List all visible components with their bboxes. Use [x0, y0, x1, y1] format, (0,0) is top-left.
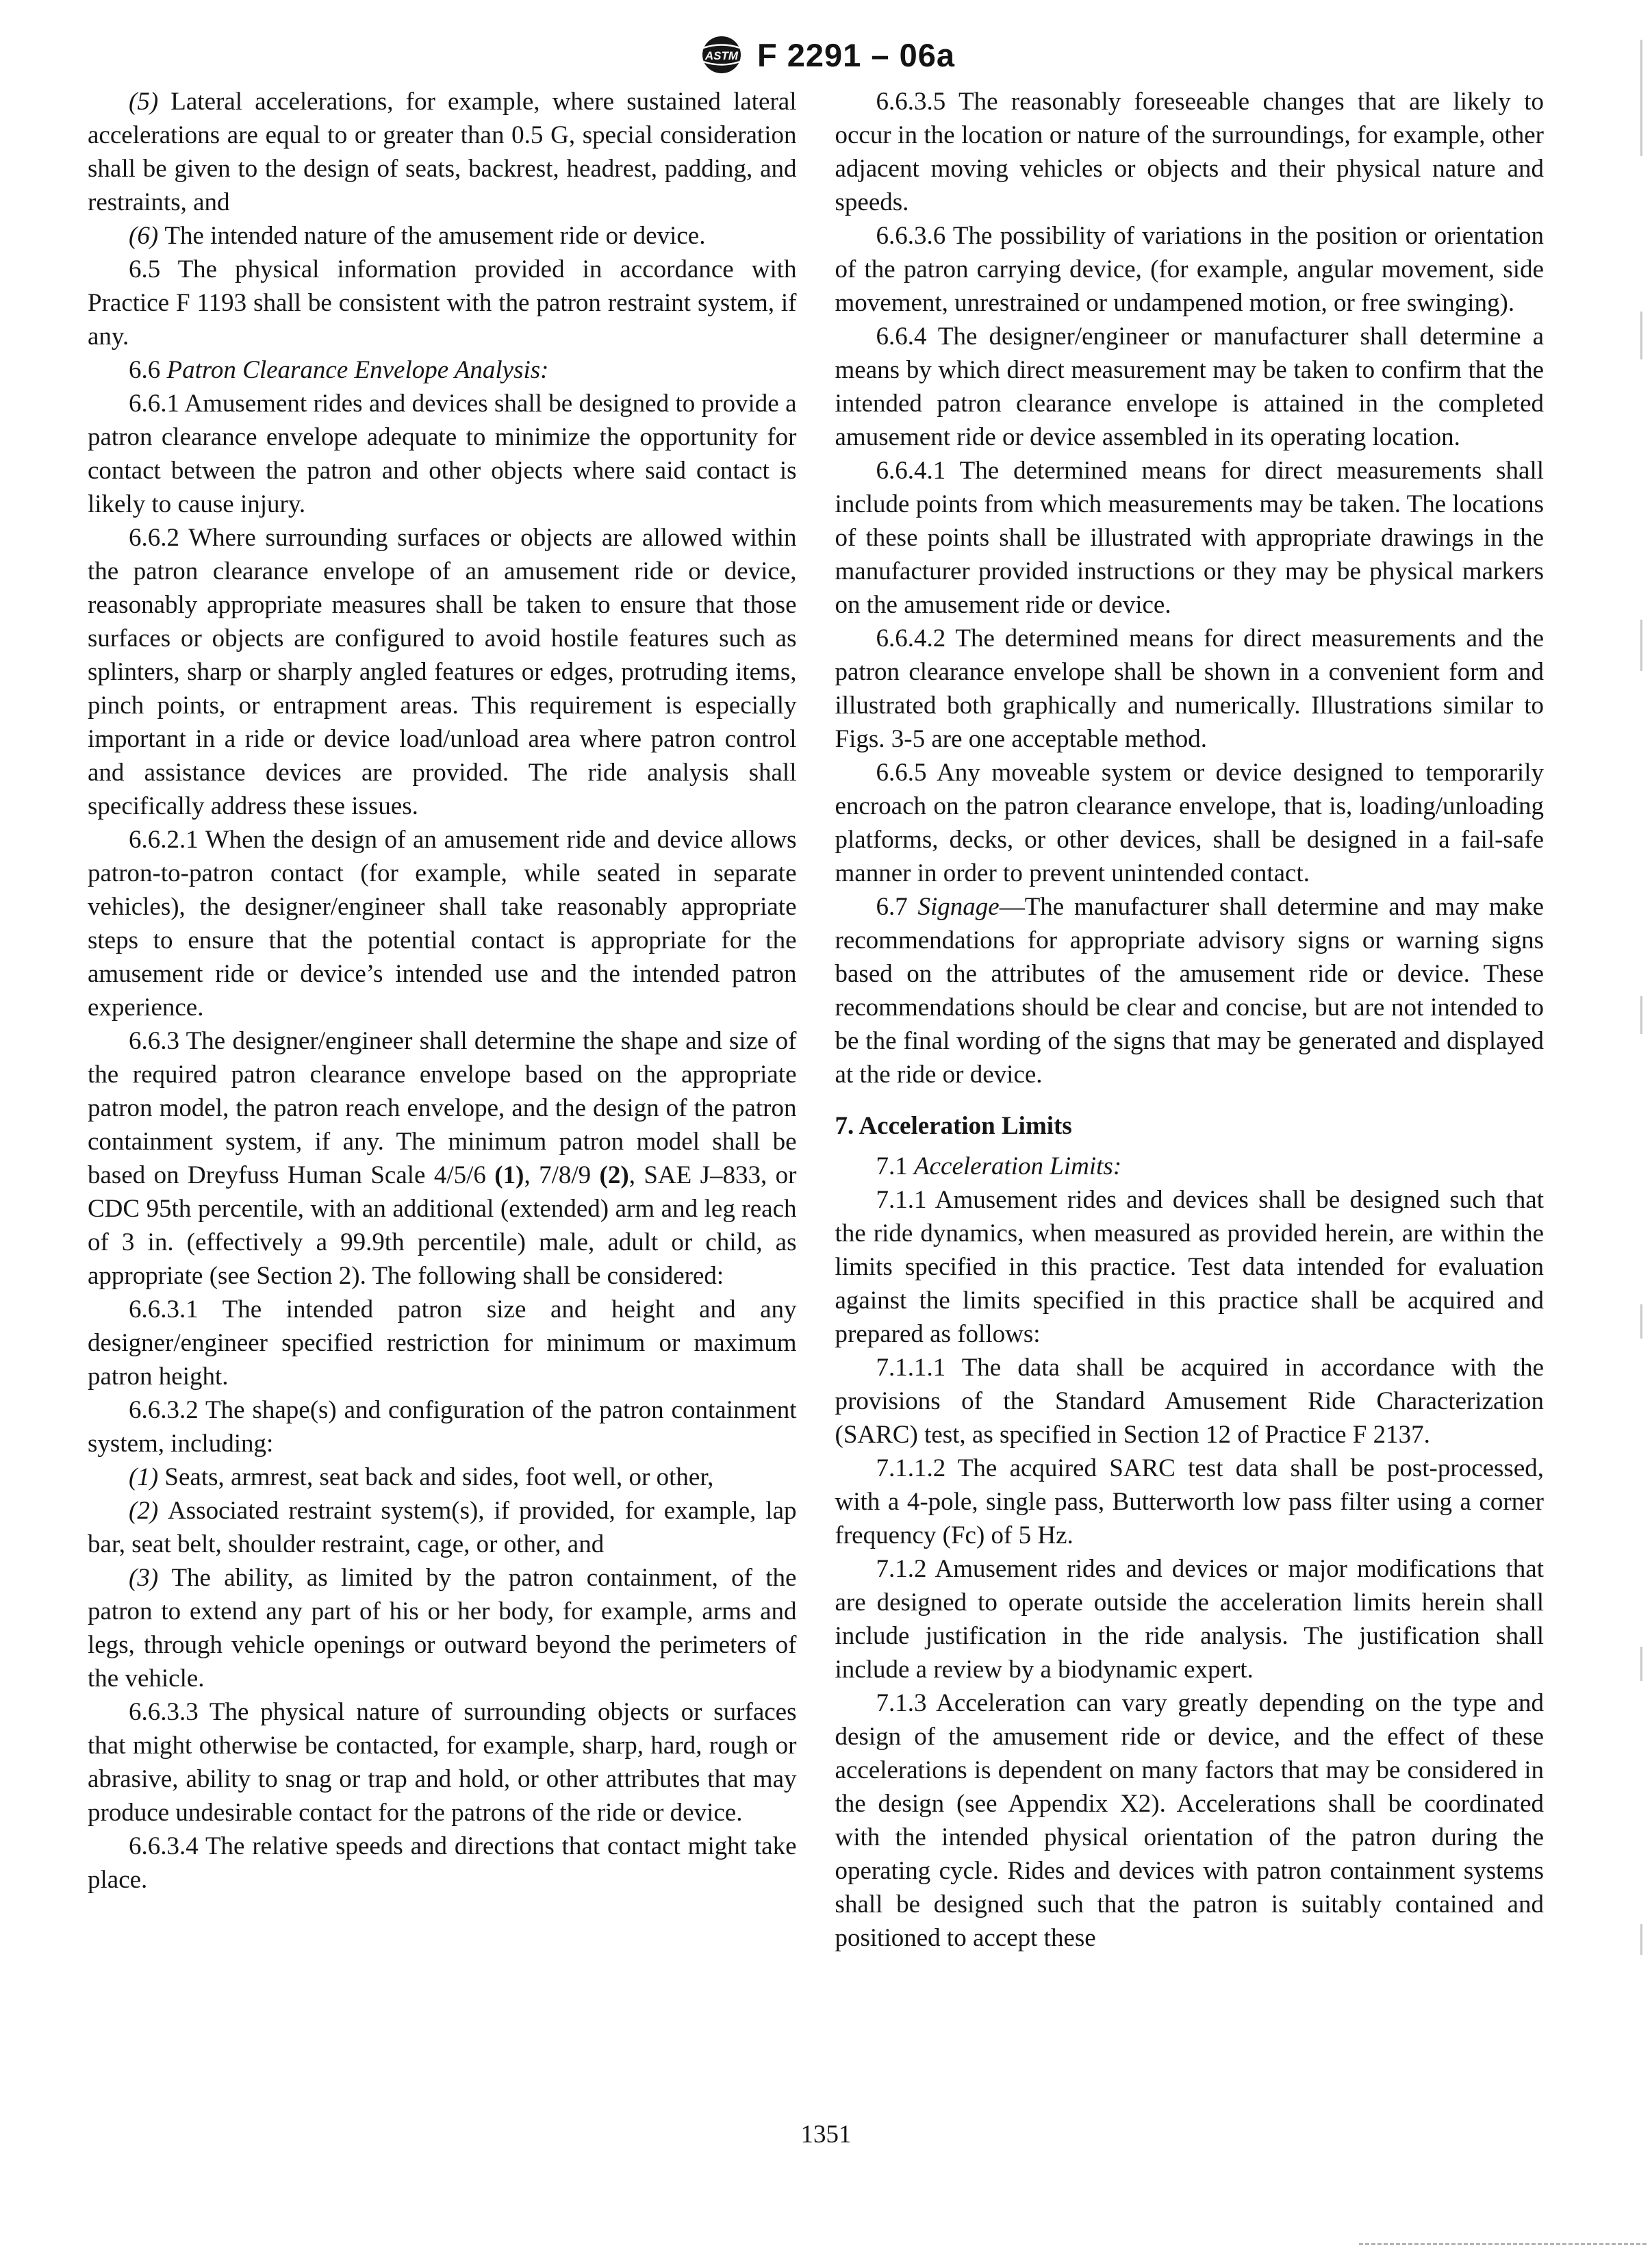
scan-artifact: [1359, 2243, 1647, 2245]
text-run: Patron Clearance Envelope Analysis:: [166, 356, 549, 384]
paragraph: [835, 85, 1545, 219]
paragraph: [88, 1494, 797, 1561]
text-run: 7.1.1 Amusement rides and devices shall be designed such that the ride dynamics, when measured as provided herein, are within the limits specified in this practice. Test data intended for evaluation against the limits specified in this practice shall be acquired and prepared as follows:: [835, 1186, 1544, 1348]
paragraph: [835, 622, 1545, 756]
scan-artifact: [1640, 1647, 1642, 1681]
text-run: (2): [129, 1497, 168, 1525]
text-run: Associated restraint system(s), if provided, for example, lap bar, seat belt, shoulder restraint, cage, or other, and: [88, 1497, 797, 1558]
text-run: 6.6: [129, 356, 167, 384]
text-run: (2): [599, 1161, 629, 1189]
text-run: 6.6.2.1 When the design of an amusement ride and device allows patron-to-patron contact (for example, while seated in separate vehicles), the designer/engineer shall take reasonably appropriate steps to ensure that the potential contact is appropriate for the amusement ride or device’s intended use and the intended patron experience.: [88, 826, 797, 1022]
text-run: 6.5 The physical information provided in accordance with Practice F 1193 shall be consistent with the patron restraint system, if any.: [88, 255, 797, 351]
text-run: 6.6.3.3 The physical nature of surrounding objects or surfaces that might otherwise be contacted, for example, sharp, hard, rough or abrasive, ability to snag or trap and hold, or other attributes that may produce undesirable contact for the patrons of the ride or device.: [88, 1698, 797, 1827]
text-run: 7.1.3 Acceleration can vary greatly depending on the type and design of the amusement ride or device, and the effect of these accelerations is dependent on many factors that may be considered in the design (see Appendix X2). Accelerations shall be coordinated with the intended physical orientation of the patron during the operating cycle. Rides and devices with patron containment systems shall be designed such that the patron is suitably contained and positioned to accept these: [835, 1689, 1544, 1952]
text-run: The ability, as limited by the patron containment, of the patron to extend any part of his or her body, for example, arms and legs, through vehicle openings or outward beyond the perimeters of the vehicle.: [88, 1564, 797, 1693]
paragraph: [88, 85, 797, 219]
text-run: 6.6.5 Any moveable system or device designed to temporarily encroach on the patron clearance envelope, that is, loading/unloading platforms, decks, or other devices, shall be designed in a fail-safe manner in order to prevent unintended contact.: [835, 759, 1544, 887]
paragraph: [835, 1150, 1545, 1183]
text-run: (1): [129, 1463, 165, 1491]
paragraph: [835, 1552, 1545, 1686]
scan-artifact: [1640, 620, 1642, 671]
scan-artifact: [1640, 40, 1642, 156]
text-run: (1): [494, 1161, 524, 1189]
page-number: 1351: [800, 2120, 852, 2149]
text-run: , 7/8/9: [524, 1161, 600, 1189]
right-column: [835, 85, 1545, 1955]
page-footer: [0, 2120, 1652, 2149]
text-run: Seats, armrest, seat back and sides, foot well, or other,: [164, 1463, 714, 1491]
text-run: 6.6.1 Amusement rides and devices shall be designed to provide a patron clearance envelope adequate to minimize the opportunity for contact between the patron and other objects where said contact is likely to cause injury.: [88, 390, 797, 518]
paragraph: [88, 1460, 797, 1494]
section-heading: [835, 1109, 1545, 1143]
paragraph: [88, 387, 797, 521]
text-run: The intended nature of the amusement ride or device.: [164, 222, 706, 250]
document-code: F 2291 – 06a: [757, 36, 955, 73]
scan-artifact: [1640, 1924, 1642, 1955]
text-run: Acceleration Limits:: [914, 1152, 1122, 1180]
paragraph: [835, 454, 1545, 622]
text-run: 6.6.3.6 The possibility of variations in the position or orientation of the patron carrying device, (for example, angular movement, side movement, unrestrained or undampened motion, or free swinging).: [835, 222, 1544, 317]
text-run: (5): [129, 88, 171, 116]
text-run: Signage: [917, 893, 1000, 921]
astm-logo-text: ASTM: [704, 49, 739, 62]
paragraph: [835, 890, 1545, 1091]
paragraph: [835, 1351, 1545, 1452]
paragraph: [835, 1452, 1545, 1552]
text-run: 6.6.4 The designer/engineer or manufacturer shall determine a means by which direct measurement may be taken to confirm that the intended patron clearance envelope is attained in the completed amusement ride or device assembled in its operating location.: [835, 322, 1544, 451]
text-run: 6.6.3.2 The shape(s) and configuration of the patron containment system, including:: [88, 1396, 797, 1458]
text-run: 7.1.1.2 The acquired SARC test data shall be post-processed, with a 4-pole, single pass, Butterworth low pass filter using a corner frequency (Fc) of 5 Hz.: [835, 1454, 1544, 1549]
page-header: [0, 34, 1652, 75]
text-run: 6.7: [876, 893, 918, 921]
paragraph: [88, 1393, 797, 1460]
text-run: 6.6.4.2 The determined means for direct measurements and the patron clearance envelope shall be shown in a convenient form and illustrated both graphically and numerically. Illustrations similar to Figs. 3-5 are one acceptable method.: [835, 624, 1544, 753]
text-run: —The manufacturer shall determine and may make recommendations for appropriate advisory signs or warning signs based on the attributes of the amusement ride or device. These recommendations should be clear and concise, but are not intended to be the final wording of the signs that may be generated and displayed at the ride or device.: [835, 893, 1544, 1089]
text-run: (6): [129, 222, 165, 250]
text-run: 6.6.4.1 The determined means for direct measurements shall include points from which measurements may be taken. The locations of these points shall be illustrated with appropriate drawings in the manufacturer provided instructions or they may be physical markers on the amusement ride or device.: [835, 457, 1544, 619]
text-run: 6.6.3.1 The intended patron size and height and any designer/engineer specified restriction for minimum or maximum patron height.: [88, 1295, 797, 1391]
paragraph: [835, 320, 1545, 454]
text-run: 7.1: [876, 1152, 914, 1180]
paragraph: [88, 1695, 797, 1829]
text-run: Lateral accelerations, for example, where sustained lateral accelerations are equal to or greater than 0.5 G, special consideration shall be given to the design of seats, backrest, headrest, padding, and restraints, and: [88, 88, 797, 216]
paragraph: [88, 1293, 797, 1393]
text-run: 6.6.3.5 The reasonably foreseeable changes that are likely to occur in the location or nature of the surroundings, for example, other adjacent moving vehicles or objects and their physical nature and speeds.: [835, 88, 1544, 216]
paragraph: [88, 521, 797, 823]
text-run: , SAE J–833, or CDC 95th percentile, with an additional (extended) arm and leg reach of 3 in. (effectively a 99.9th percentile) male, adult or child, as appropriate (see Section 2). The following shall be considered:: [88, 1161, 797, 1290]
text-run: 7.1.1.1 The data shall be acquired in accordance with the provisions of the Standard Amusement Ride Characterization (SARC) test, as specified in Section 12 of Practice F 2137.: [835, 1354, 1544, 1449]
text-run: (3): [129, 1564, 172, 1592]
text-run: 6.6.3 The designer/engineer shall determine the shape and size of the required patron clearance envelope based on the appropriate patron model, the patron reach envelope, and the design of the patron containment system, if any. The minimum patron model shall be based on Dreyfuss Human Scale 4/5/6: [88, 1027, 797, 1189]
scan-artifact: [1640, 996, 1642, 1034]
left-column: [88, 85, 797, 1955]
text-columns: [88, 85, 1544, 1955]
paragraph: [835, 219, 1545, 320]
text-run: 6.6.2 Where surrounding surfaces or objects are allowed within the patron clearance envelope of an amusement ride or device, reasonably appropriate measures shall be taken to ensure that those surfaces or objects are configured to avoid hostile features such as splinters, sharp or sharply angled features or edges, protruding items, pinch points, or entrapment areas. This requirement is especially important in a ride or device load/unload area where patron control and assistance devices are provided. The ride analysis shall specifically address these issues.: [88, 524, 797, 820]
paragraph: [88, 219, 797, 253]
paragraph: [835, 1183, 1545, 1351]
astm-logo-icon: [697, 34, 746, 75]
scan-artifact: [1640, 1304, 1642, 1339]
text-run: 7. Acceleration Limits: [835, 1112, 1072, 1140]
paragraph: [88, 1829, 797, 1897]
paragraph: [88, 1561, 797, 1695]
text-run: 6.6.3.4 The relative speeds and directions that contact might take place.: [88, 1832, 797, 1894]
paragraph: [835, 1686, 1545, 1955]
paragraph: [835, 756, 1545, 890]
paragraph: [88, 1024, 797, 1293]
paragraph: [88, 823, 797, 1024]
paragraph: [88, 353, 797, 387]
paragraph: [88, 253, 797, 353]
scan-artifact: [1640, 312, 1642, 359]
text-run: 7.1.2 Amusement rides and devices or major modifications that are designed to operate outside the acceleration limits herein shall include justification in the ride analysis. The justification shall include a review by a biodynamic expert.: [835, 1555, 1544, 1684]
